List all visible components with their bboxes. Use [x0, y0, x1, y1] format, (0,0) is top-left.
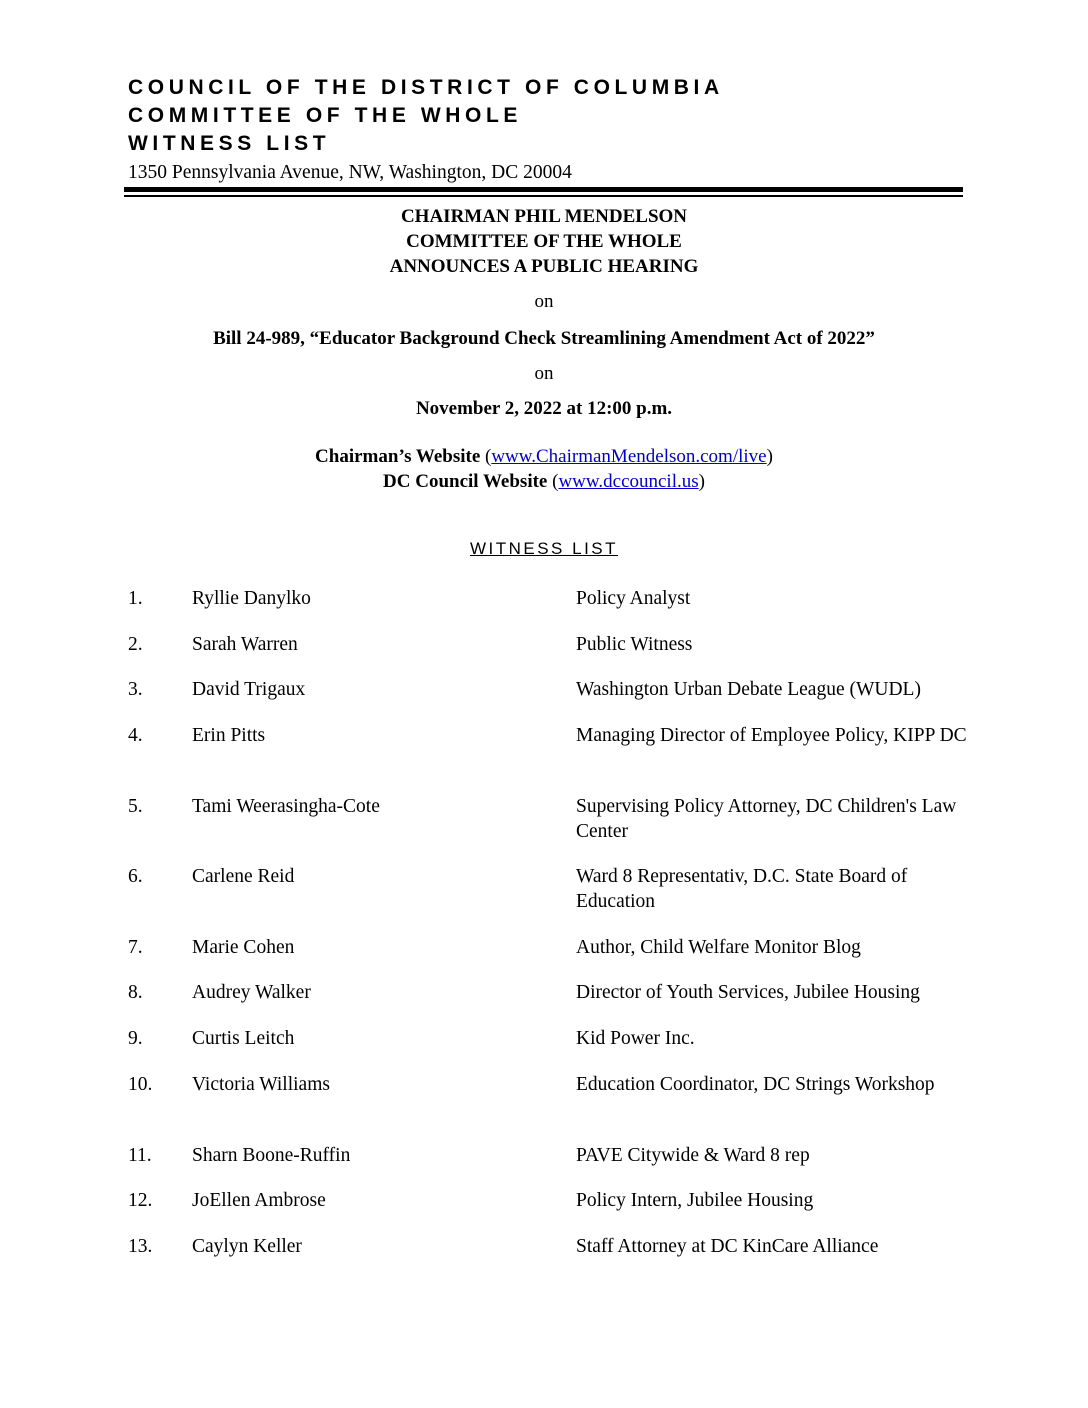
letterhead: [128, 74, 724, 186]
header-rule-thick: [124, 187, 963, 192]
witness-name: Sharn Boone-Ruffin: [192, 1145, 351, 1166]
council-website-link[interactable]: www.dccouncil.us: [558, 471, 699, 492]
witness-affiliation: Staff Attorney at DC KinCare Alliance: [576, 1236, 879, 1257]
witness-list-heading-text: WITNESS LIST: [469, 539, 619, 558]
witness-number: 11.: [128, 1145, 152, 1166]
witness-affiliation: PAVE Citywide & Ward 8 rep: [576, 1145, 810, 1166]
letterhead-committee: COMMITTEE OF THE WHOLE: [128, 104, 523, 127]
witness-number: 4.: [128, 725, 143, 746]
witness-number: 8.: [128, 982, 143, 1003]
announcement-hearing: ANNOUNCES A PUBLIC HEARING: [389, 256, 699, 277]
chairman-website-label: Chairman’s Website: [315, 446, 481, 467]
witness-number: 12.: [128, 1190, 153, 1211]
witness-affiliation: Author, Child Welfare Monitor Blog: [576, 937, 861, 958]
witness-affiliation: Washington Urban Debate League (WUDL): [576, 679, 921, 700]
witness-number: 7.: [128, 937, 143, 958]
witness-name: Victoria Williams: [192, 1074, 330, 1095]
witness-number: 13.: [128, 1236, 153, 1257]
witness-name: Ryllie Danylko: [192, 588, 311, 609]
letterhead-council: COUNCIL OF THE DISTRICT OF COLUMBIA: [128, 76, 724, 99]
witness-number: 9.: [128, 1028, 143, 1049]
announcement-committee: COMMITTEE OF THE WHOLE: [406, 231, 682, 252]
witness-number: 6.: [128, 866, 143, 887]
witness-list-heading: [0, 538, 1088, 560]
witness-number: 10.: [128, 1074, 153, 1095]
witness-name: Curtis Leitch: [192, 1028, 295, 1049]
witness-name: Marie Cohen: [192, 937, 295, 958]
letterhead-address: 1350 Pennsylvania Avenue, NW, Washington, DC 20004: [128, 162, 572, 183]
on-text-2: on: [534, 363, 554, 384]
witness-name: Audrey Walker: [192, 982, 311, 1003]
witness-name: David Trigaux: [192, 679, 306, 700]
announcement-heading: [0, 204, 1088, 279]
letterhead-witness-list: WITNESS LIST: [128, 132, 331, 155]
witness-affiliation: Ward 8 Representativ, D.C. State Board of Education: [576, 866, 908, 912]
witness-number: 5.: [128, 796, 143, 817]
witness-affiliation: Supervising Policy Attorney, DC Children's Law Center: [576, 796, 957, 842]
council-website-label: DC Council Website: [383, 471, 548, 492]
witness-number: 2.: [128, 634, 143, 655]
witness-number: 1.: [128, 588, 143, 609]
witness-affiliation: Policy Analyst: [576, 588, 691, 609]
council-website-line: DC Council Website (www.dccouncil.us): [383, 471, 705, 492]
hearing-date: November 2, 2022 at 12:00 p.m.: [415, 398, 673, 419]
bill-title: Bill 24-989, “Educator Background Check Streamlining Amendment Act of 2022”: [213, 328, 875, 349]
witness-affiliation: Education Coordinator, DC Strings Workshop: [576, 1074, 935, 1095]
witness-affiliation: Policy Intern, Jubilee Housing: [576, 1190, 814, 1211]
chairman-website-link[interactable]: www.ChairmanMendelson.com/live: [491, 446, 767, 467]
witness-name: JoEllen Ambrose: [192, 1190, 326, 1211]
witness-name: Erin Pitts: [192, 725, 266, 746]
on-text-1: on: [534, 291, 554, 312]
witness-name: Caylyn Keller: [192, 1236, 302, 1257]
header-rule-thin: [124, 195, 963, 197]
witness-affiliation: Director of Youth Services, Jubilee Housing: [576, 982, 920, 1003]
witness-affiliation: Public Witness: [576, 634, 693, 655]
witness-number: 3.: [128, 679, 143, 700]
witness-affiliation: Kid Power Inc.: [576, 1028, 695, 1049]
chairman-website-line: Chairman’s Website (www.ChairmanMendelson.com/live): [315, 446, 773, 467]
witness-affiliation: Managing Director of Employee Policy, KIPP DC: [576, 725, 967, 746]
witness-name: Tami Weerasingha-Cote: [192, 796, 380, 817]
witness-name: Carlene Reid: [192, 866, 295, 887]
announcement-chairman: CHAIRMAN PHIL MENDELSON: [400, 206, 688, 227]
witness-name: Sarah Warren: [192, 634, 298, 655]
